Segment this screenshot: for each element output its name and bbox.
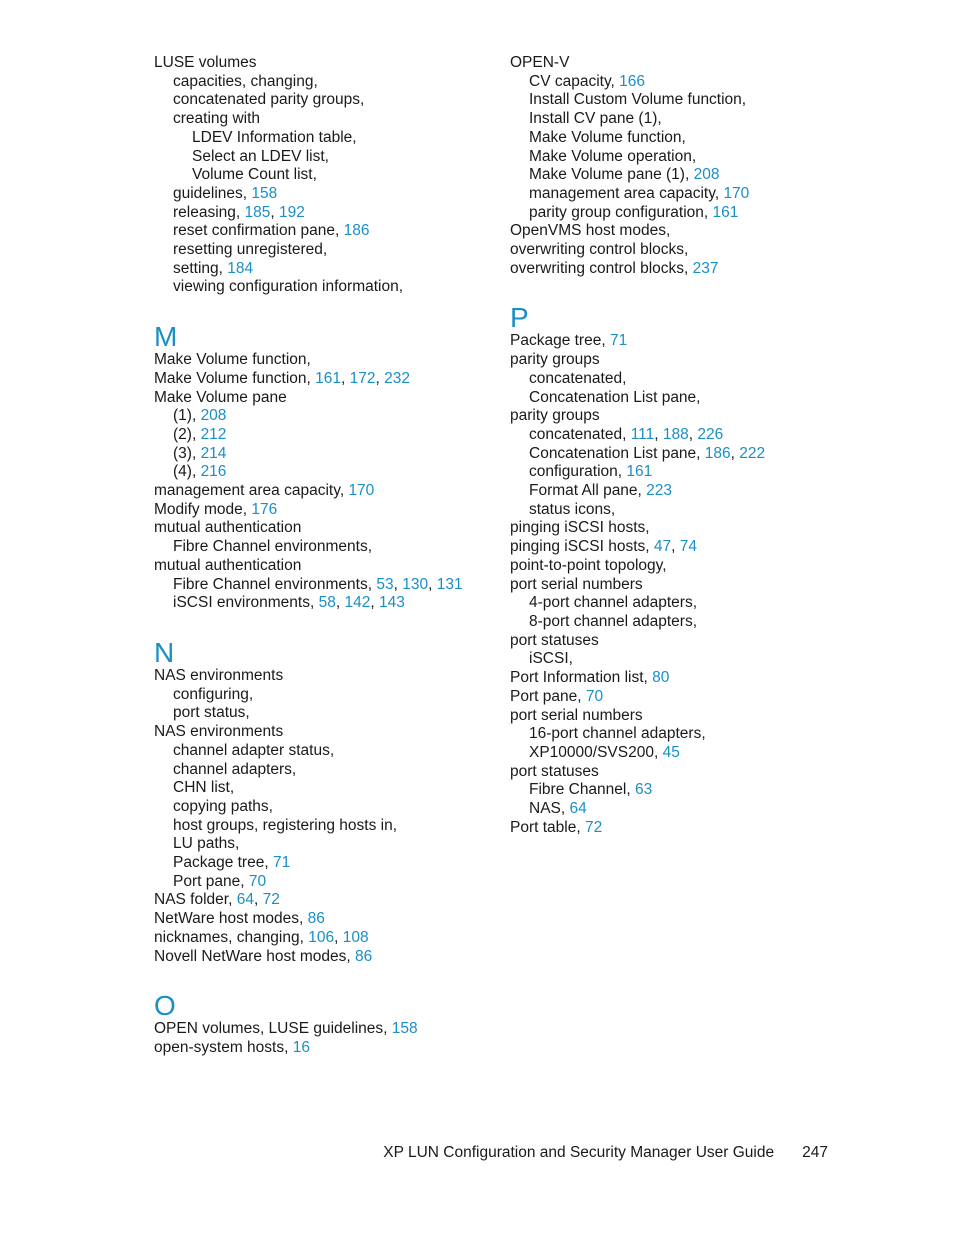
entry-term: Port Information list, (510, 669, 648, 687)
index-entry (154, 1020, 494, 1039)
index-column-left (154, 54, 494, 1058)
page-link[interactable]: 192 (279, 203, 305, 221)
entry-term: configuring, (173, 685, 254, 703)
index-entry (154, 351, 494, 370)
entry-term: Port table, (510, 818, 581, 836)
index-entry (510, 260, 850, 279)
index-section (510, 304, 850, 837)
index-entry (510, 241, 850, 260)
page-link[interactable]: 170 (348, 482, 375, 500)
entry-term: open-system hosts, (154, 1038, 289, 1056)
page-link[interactable]: 161 (315, 369, 341, 387)
entry-term: Package tree, (173, 854, 269, 872)
entry-term: Port pane, (510, 687, 582, 705)
page-link[interactable]: 72 (262, 891, 280, 909)
index-entry (154, 723, 494, 742)
entry-term: nicknames, changing, (154, 928, 304, 946)
entry-term: parity group configuration, (529, 203, 709, 221)
page-link[interactable]: 208 (693, 166, 720, 184)
index-entry (154, 538, 494, 557)
page-link[interactable]: 188 (662, 425, 689, 443)
index-entry (154, 948, 494, 967)
entry-term: 16-port channel adapters, (529, 725, 706, 743)
entry-term: Port pane, (173, 872, 245, 890)
page-link[interactable]: 64 (236, 891, 254, 909)
index-entry (154, 482, 494, 501)
page-link[interactable]: 142 (344, 594, 371, 612)
entry-term: overwriting control blocks, (510, 241, 689, 259)
entry-term: Concatenation List pane, (529, 444, 701, 462)
entry-term: pinging iSCSI hosts, (510, 519, 650, 537)
entry-term: Novell NetWare host modes, (154, 947, 351, 965)
page-link[interactable]: 208 (200, 407, 227, 425)
index-entry (154, 835, 494, 854)
index-entry (510, 688, 850, 707)
index-entry (510, 166, 850, 185)
entry-term: status icons, (529, 500, 616, 518)
page-link[interactable]: 86 (355, 947, 373, 965)
index-entry (154, 54, 494, 73)
index-entry (154, 185, 494, 204)
index-entry: Fibre Channel environments, 53, 130, 131 (173, 575, 463, 593)
entry-term: (4), (173, 463, 197, 481)
index-entry (510, 91, 850, 110)
index-column-right (510, 54, 850, 837)
page-link[interactable]: 47 (653, 538, 672, 556)
page-link[interactable]: 71 (609, 332, 628, 350)
page-link[interactable]: 216 (200, 463, 227, 481)
index-entry (510, 650, 850, 669)
page-link[interactable]: 130 (402, 575, 429, 593)
entry-term: concatenated, (529, 425, 627, 443)
index-entry (154, 1039, 494, 1058)
index-entry (154, 798, 494, 817)
entry-term: Make Volume function, (154, 369, 311, 387)
page-link[interactable]: 63 (634, 781, 653, 799)
index-entry: concatenated, 111, 188, 226 (529, 425, 724, 443)
index-entry (510, 613, 850, 632)
page-link[interactable]: 186 (704, 444, 731, 462)
index-entry (510, 557, 850, 576)
entry-term: Volume Count list, (192, 166, 317, 184)
index-entry (510, 594, 850, 613)
index-entry: NAS folder, 64, 72 (154, 891, 280, 909)
entry-term: parity groups (510, 407, 600, 425)
index-entry (510, 744, 850, 763)
entry-term: OPEN volumes, LUSE guidelines, (154, 1020, 388, 1038)
index-entry (154, 73, 494, 92)
index-entry (510, 632, 850, 651)
entry-term: concatenated, (529, 369, 627, 387)
entry-term: channel adapters, (173, 760, 297, 778)
index-entry (154, 761, 494, 780)
entry-term: port status, (173, 704, 250, 722)
index-entry (510, 463, 850, 482)
index-entry (154, 407, 494, 426)
entry-term: port serial numbers (510, 706, 643, 724)
page-link[interactable]: 214 (200, 444, 227, 462)
page-link[interactable]: 237 (692, 259, 719, 277)
page-link[interactable]: 184 (227, 259, 254, 277)
index-entry (154, 426, 494, 445)
page-link[interactable]: 86 (307, 910, 325, 928)
page-link[interactable]: 58 (318, 594, 336, 612)
entry-term: parity groups (510, 351, 600, 369)
page-number: 247 (802, 1144, 828, 1161)
index-entry: Concatenation List pane, 186, 222 (529, 444, 766, 462)
entry-term: Install Custom Volume function, (529, 91, 747, 109)
index-entry (510, 370, 850, 389)
entry-term: mutual authentication (154, 519, 302, 537)
page-link[interactable]: 16 (292, 1038, 310, 1056)
section-letter: N (154, 636, 175, 668)
index-entry (510, 148, 850, 167)
index-entry (510, 351, 850, 370)
entry-term: copying paths, (173, 797, 273, 815)
entry-term: channel adapter status, (173, 741, 335, 759)
index-entry (154, 704, 494, 723)
entry-term: port statuses (510, 631, 599, 649)
entry-term: OPEN-V (510, 54, 570, 71)
index-entry (154, 873, 494, 892)
page-link[interactable]: 131 (436, 575, 463, 593)
entry-term: host groups, registering hosts in, (173, 816, 398, 834)
entry-term: setting, (173, 259, 223, 277)
section-letter: O (154, 990, 176, 1022)
page-link[interactable]: 212 (200, 425, 227, 443)
index-entry (154, 910, 494, 929)
entry-term: NAS environments (154, 666, 284, 684)
entry-term: iSCSI environments, (173, 594, 315, 612)
page-link[interactable]: 53 (376, 575, 394, 593)
entry-term: Format All pane, (529, 482, 642, 500)
page-footer (0, 1143, 828, 1163)
index-entry (154, 854, 494, 873)
entry-term: management area capacity, (154, 482, 345, 500)
index-entry: pinging iSCSI hosts, 47, 74 (510, 538, 698, 556)
page-link[interactable]: 158 (251, 184, 278, 202)
page-link[interactable]: 232 (384, 369, 410, 387)
entry-term: Fibre Channel, (529, 781, 631, 799)
index-entry (510, 669, 850, 688)
index-entry (510, 73, 850, 92)
index-entry (154, 278, 494, 297)
index-entry (154, 742, 494, 761)
entry-term: (1), (173, 407, 197, 425)
entry-term: viewing configuration information, (173, 278, 404, 296)
page-link[interactable]: 70 (248, 872, 267, 890)
index-entry: releasing, 185, 192 (173, 203, 305, 221)
index-entry (154, 817, 494, 836)
index-entry (154, 557, 494, 576)
index-entry (154, 445, 494, 464)
index-entry (510, 332, 850, 351)
index-section (154, 54, 494, 297)
page-link[interactable]: 170 (723, 184, 750, 202)
entry-term: pinging iSCSI hosts, (510, 538, 650, 556)
entry-term: Make Volume function, (529, 128, 686, 146)
index-entry: nicknames, changing, 106, 108 (154, 928, 369, 946)
entry-term: Make Volume operation, (529, 147, 697, 165)
entry-term: (2), (173, 425, 197, 443)
page-link[interactable]: 72 (584, 818, 603, 836)
entry-term: capacities, changing, (173, 72, 318, 90)
entry-term: Package tree, (510, 332, 606, 350)
entry-term: port serial numbers (510, 575, 643, 593)
index-entry (510, 576, 850, 595)
entry-term: NAS, (529, 800, 566, 818)
index-entry (154, 110, 494, 129)
index-entry (510, 185, 850, 204)
index-entry: Make Volume function, 161, 172, 232 (154, 369, 410, 387)
page-link[interactable]: 74 (679, 538, 698, 556)
index-entry (154, 129, 494, 148)
index-entry (510, 501, 850, 520)
page-link[interactable]: 186 (343, 222, 370, 240)
index-entry (154, 519, 494, 538)
index-entry (154, 686, 494, 705)
page-link[interactable]: 45 (662, 743, 680, 761)
page-link[interactable]: 158 (391, 1020, 418, 1038)
index-entry (510, 389, 850, 408)
index-entry (510, 707, 850, 726)
index-entry (510, 222, 850, 241)
entry-term: resetting unregistered, (173, 241, 328, 259)
page-link[interactable]: 176 (251, 500, 278, 518)
index-entry (510, 110, 850, 129)
entry-term: releasing, (173, 203, 241, 221)
page-link[interactable]: 108 (342, 928, 369, 946)
entry-term: overwriting control blocks, (510, 259, 689, 277)
entry-term: Modify mode, (154, 500, 248, 518)
index-section (154, 636, 494, 966)
page-link[interactable]: 64 (569, 800, 587, 818)
page-link[interactable]: 185 (244, 203, 271, 221)
entry-term: LDEV Information table, (192, 128, 357, 146)
page-link[interactable]: 71 (272, 854, 291, 872)
index-entry (510, 407, 850, 426)
entry-term: guidelines, (173, 184, 248, 202)
index-entry (154, 241, 494, 260)
entry-term: (3), (173, 444, 197, 462)
page-link[interactable]: 161 (712, 203, 739, 221)
entry-term: port statuses (510, 762, 599, 780)
index-entry (510, 819, 850, 838)
entry-term: concatenated parity groups, (173, 91, 365, 109)
index-entry: iSCSI environments, 58, 142, 143 (173, 594, 405, 612)
section-letter: M (154, 321, 178, 353)
entry-term: Make Volume pane (154, 388, 287, 406)
entry-term: Install CV pane (1), (529, 110, 662, 128)
entry-term: XP10000/SVS200, (529, 743, 659, 761)
entry-term: NetWare host modes, (154, 910, 304, 928)
entry-term: Make Volume pane (1), (529, 166, 690, 184)
index-entry (510, 204, 850, 223)
entry-term: iSCSI, (529, 650, 573, 668)
index-entry (154, 260, 494, 279)
index-entry (154, 166, 494, 185)
index-entry (510, 482, 850, 501)
entry-term: Fibre Channel environments, (173, 575, 373, 593)
entry-term: management area capacity, (529, 184, 720, 202)
index-entry (154, 501, 494, 520)
page-link[interactable]: 80 (652, 669, 670, 687)
page-link[interactable]: 172 (349, 369, 376, 387)
entry-term: reset confirmation pane, (173, 222, 340, 240)
section-letter: P (510, 302, 529, 334)
index-entry (510, 519, 850, 538)
entry-term: point-to-point topology, (510, 556, 667, 574)
index-entry (154, 667, 494, 686)
footer-title: XP LUN Configuration and Security Manager User Guide (383, 1144, 775, 1161)
entry-term: 4-port channel adapters, (529, 594, 698, 612)
entry-term: Make Volume function, (154, 351, 311, 369)
index-entry (154, 779, 494, 798)
entry-term: creating with (173, 110, 261, 128)
entry-term: OpenVMS host modes, (510, 222, 671, 240)
index-section (510, 54, 850, 278)
index-entry (510, 129, 850, 148)
index-entry (510, 763, 850, 782)
index-entry (154, 389, 494, 408)
entry-term: NAS folder, (154, 891, 233, 909)
entry-term: Select an LDEV list, (192, 147, 329, 165)
entry-term: 8-port channel adapters, (529, 612, 698, 630)
page-link[interactable]: 223 (646, 482, 673, 500)
index-entry (154, 91, 494, 110)
index-section (154, 323, 494, 613)
page-link[interactable]: 143 (378, 594, 405, 612)
entry-term: Concatenation List pane, (529, 388, 701, 406)
entry-term: NAS environments (154, 723, 284, 741)
page-link[interactable]: 222 (739, 444, 766, 462)
entry-term: LUSE volumes (154, 54, 257, 71)
page-link[interactable]: 161 (626, 463, 653, 481)
page-link[interactable]: 106 (308, 928, 335, 946)
page-link[interactable]: 111 (630, 425, 655, 443)
entry-term: mutual authentication (154, 556, 302, 574)
index-entry (510, 54, 850, 73)
index-entry (154, 222, 494, 241)
index-entry (510, 800, 850, 819)
index-entry (510, 725, 850, 744)
page-link[interactable]: 166 (619, 72, 646, 90)
index-entry (154, 148, 494, 167)
entry-term: LU paths, (173, 835, 240, 853)
index-entry (510, 781, 850, 800)
page-link[interactable]: 226 (697, 425, 724, 443)
entry-term: configuration, (529, 463, 623, 481)
entry-term: Fibre Channel environments, (173, 538, 373, 556)
index-section (154, 992, 494, 1057)
entry-term: CV capacity, (529, 72, 615, 90)
index-entry (154, 463, 494, 482)
page-link[interactable]: 70 (585, 687, 604, 705)
entry-term: CHN list, (173, 779, 235, 797)
